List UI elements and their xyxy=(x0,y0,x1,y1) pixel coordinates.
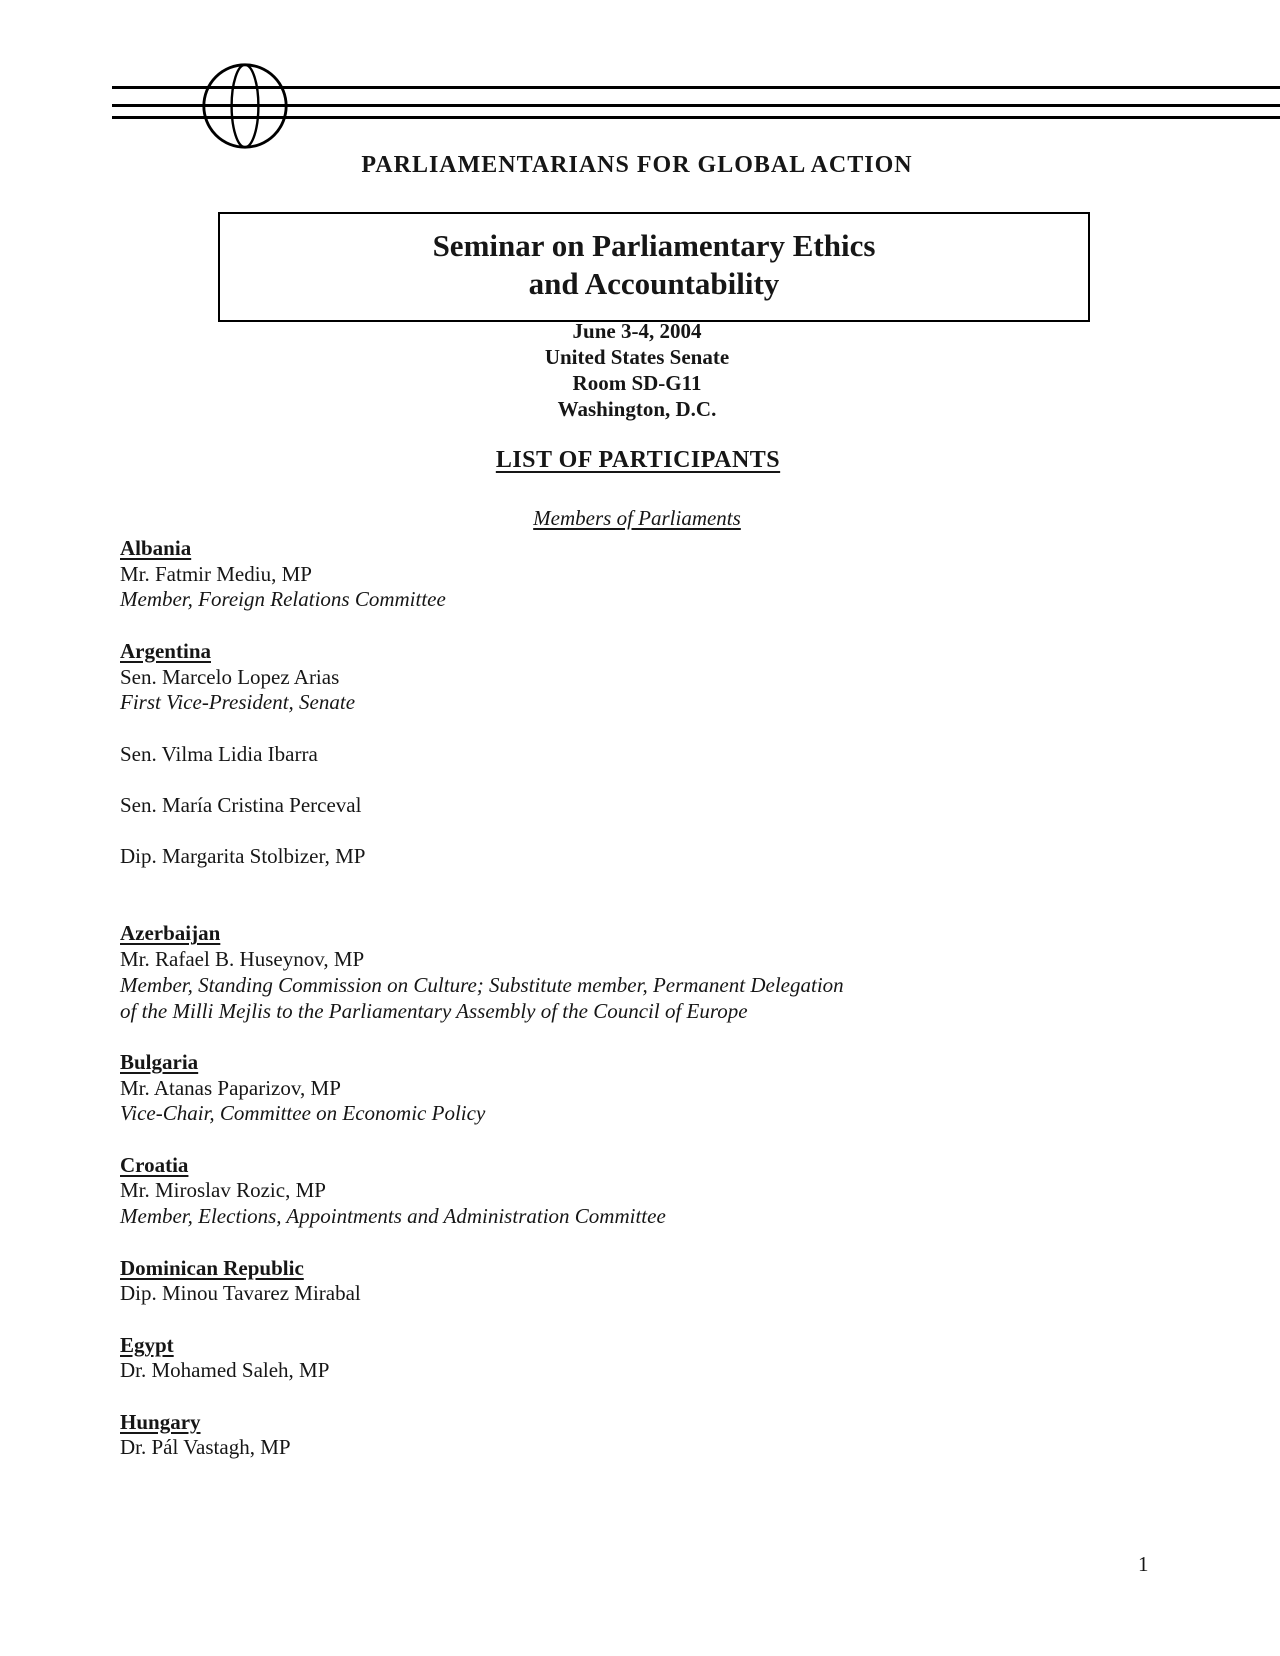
participant-entry xyxy=(120,742,1110,768)
organization-name: PARLIAMENTARIANS FOR GLOBAL ACTION xyxy=(361,152,913,178)
country-name: Azerbaijan xyxy=(120,921,221,946)
country-section xyxy=(120,1153,1110,1230)
seminar-title-line1: Seminar on Parliamentary Ethics xyxy=(432,228,876,263)
country-section xyxy=(120,1333,1110,1384)
country-section xyxy=(120,1050,1110,1127)
participant-name: Sen. María Cristina Perceval xyxy=(120,792,362,817)
seminar-title-box xyxy=(218,212,1090,322)
country-section xyxy=(120,536,1110,613)
country-name: Hungary xyxy=(120,1409,201,1434)
participant-name: Dip. Margarita Stolbizer, MP xyxy=(120,844,366,869)
event-date: June 3-4, 2004 xyxy=(572,319,702,343)
participant-name: Mr. Atanas Paparizov, MP xyxy=(120,1075,341,1100)
country-name: Egypt xyxy=(120,1332,174,1357)
participant-role: Member, Elections, Appointments and Administration Committee xyxy=(120,1204,666,1229)
country-name: Albania xyxy=(120,536,192,560)
country-section xyxy=(120,921,1110,1024)
country-name: Dominican Republic xyxy=(120,1255,304,1280)
participant-name: Mr. Fatmir Mediu, MP xyxy=(120,561,312,586)
list-heading: LIST OF PARTICIPANTS xyxy=(495,447,781,473)
country-section xyxy=(120,1410,1110,1461)
participant-entry xyxy=(120,1076,1110,1127)
page-number: 1 xyxy=(1138,1552,1149,1576)
participant-name: Dr. Mohamed Saleh, MP xyxy=(120,1358,330,1383)
event-venue: United States Senate xyxy=(544,345,730,369)
participant-name: Dr. Pál Vastagh, MP xyxy=(120,1435,291,1460)
group-heading: Members of Parliaments xyxy=(533,506,741,530)
participant-name: Mr. Rafael B. Huseynov, MP xyxy=(120,947,365,972)
participant-role: Member, Standing Commission on Culture; Substitute member, Permanent Delegation xyxy=(120,972,844,997)
participant-role: of the Milli Mejlis to the Parliamentary Assembly of the Council of Europe xyxy=(120,998,748,1023)
participants-list xyxy=(120,536,1110,1487)
country-name: Bulgaria xyxy=(120,1049,199,1074)
participant-entry xyxy=(120,1435,1110,1461)
event-city: Washington, D.C. xyxy=(557,397,717,421)
participant-name: Sen. Vilma Lidia Ibarra xyxy=(120,741,318,766)
seminar-title-line2: and Accountability xyxy=(528,266,780,301)
participant-entry xyxy=(120,844,1110,870)
participant-name: Dip. Minou Tavarez Mirabal xyxy=(120,1281,361,1306)
country-section xyxy=(120,1256,1110,1307)
participant-entry xyxy=(120,1178,1110,1229)
participant-entry xyxy=(120,1358,1110,1384)
event-room: Room SD-G11 xyxy=(572,371,702,395)
participant-name: Sen. Marcelo Lopez Arias xyxy=(120,664,340,689)
participant-role: Member, Foreign Relations Committee xyxy=(120,587,446,612)
country-name: Croatia xyxy=(120,1152,189,1177)
participant-entry xyxy=(120,562,1110,613)
country-name: Argentina xyxy=(120,638,211,663)
participant-role: First Vice-President, Senate xyxy=(120,690,356,715)
participant-name: Mr. Miroslav Rozic, MP xyxy=(120,1178,326,1203)
country-section xyxy=(120,639,1110,870)
participant-entry xyxy=(120,665,1110,716)
globe-icon xyxy=(200,61,290,151)
participant-role: Vice-Chair, Committee on Economic Policy xyxy=(120,1101,486,1126)
participant-entry xyxy=(120,793,1110,819)
participant-entry xyxy=(120,947,1110,1024)
participant-entry xyxy=(120,1281,1110,1307)
event-details xyxy=(0,318,1274,422)
